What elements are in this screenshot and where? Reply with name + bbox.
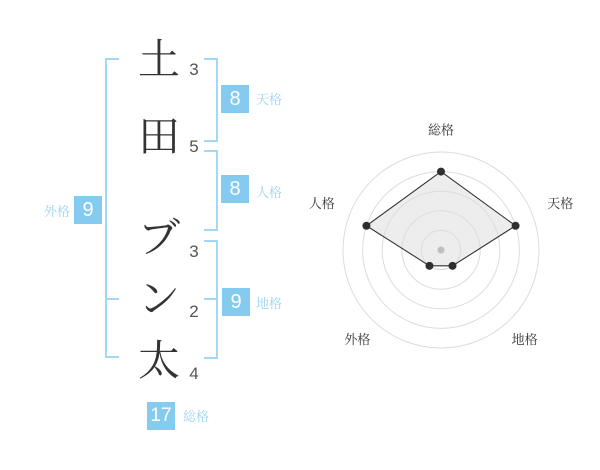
stroke-count: 5 xyxy=(189,137,199,156)
stroke-count: 4 xyxy=(189,364,199,383)
radar-point xyxy=(362,222,370,230)
chikaku-bracket-tick-bottom xyxy=(204,357,218,359)
name-char: 土 xyxy=(137,36,180,83)
jinkaku-bracket-line xyxy=(216,150,218,231)
radar-point xyxy=(425,262,433,270)
chikaku-label: 地格 xyxy=(256,296,283,311)
tenkaku-bracket-line xyxy=(216,58,218,142)
gaikaku-value-badge: 9 xyxy=(74,196,102,224)
radar-axis-label: 人格 xyxy=(308,196,335,212)
radar-axis-label: 外格 xyxy=(344,331,371,347)
jinkaku-bracket-tick-top xyxy=(204,150,218,152)
soukaku-value-badge: 17 xyxy=(147,402,175,430)
chikaku-bracket-tick-mid xyxy=(204,298,218,300)
jinkaku-value-badge: 8 xyxy=(221,175,249,203)
gaikaku-bracket-tick-top xyxy=(105,58,119,60)
radar-axis-label: 地格 xyxy=(511,331,538,347)
chikaku-bracket-tick-top xyxy=(204,240,218,242)
tenkaku-bracket-tick-bottom xyxy=(204,140,218,142)
name-char: ン xyxy=(137,275,180,322)
name-char: ブ xyxy=(137,214,180,261)
gaikaku-bracket-line xyxy=(105,58,107,358)
tenkaku-value-badge: 8 xyxy=(221,85,249,113)
stroke-count: 2 xyxy=(189,302,199,321)
radar-axis-label: 天格 xyxy=(547,196,574,212)
gaikaku-bracket-tick-mid xyxy=(105,298,119,300)
radar-axis-label: 総格 xyxy=(427,122,455,138)
name-char: 太 xyxy=(137,337,180,384)
chikaku-value-badge: 9 xyxy=(222,288,250,316)
gaikaku-label: 外格 xyxy=(43,204,70,219)
stroke-count: 3 xyxy=(189,60,199,79)
radar-chart xyxy=(291,100,591,400)
radar-center-dot xyxy=(438,247,445,254)
tenkaku-bracket-tick-top xyxy=(204,58,218,60)
tenkaku-label: 天格 xyxy=(256,92,283,107)
radar-point xyxy=(437,168,445,176)
gaikaku-bracket-tick-bottom xyxy=(105,356,119,358)
soukaku-label: 総格 xyxy=(183,409,210,424)
jinkaku-label: 人格 xyxy=(256,185,283,200)
stroke-count: 3 xyxy=(189,242,199,261)
jinkaku-bracket-tick-bottom xyxy=(204,229,218,231)
radar-point xyxy=(449,262,457,270)
name-char: 田 xyxy=(137,113,180,160)
radar-point xyxy=(512,222,520,230)
